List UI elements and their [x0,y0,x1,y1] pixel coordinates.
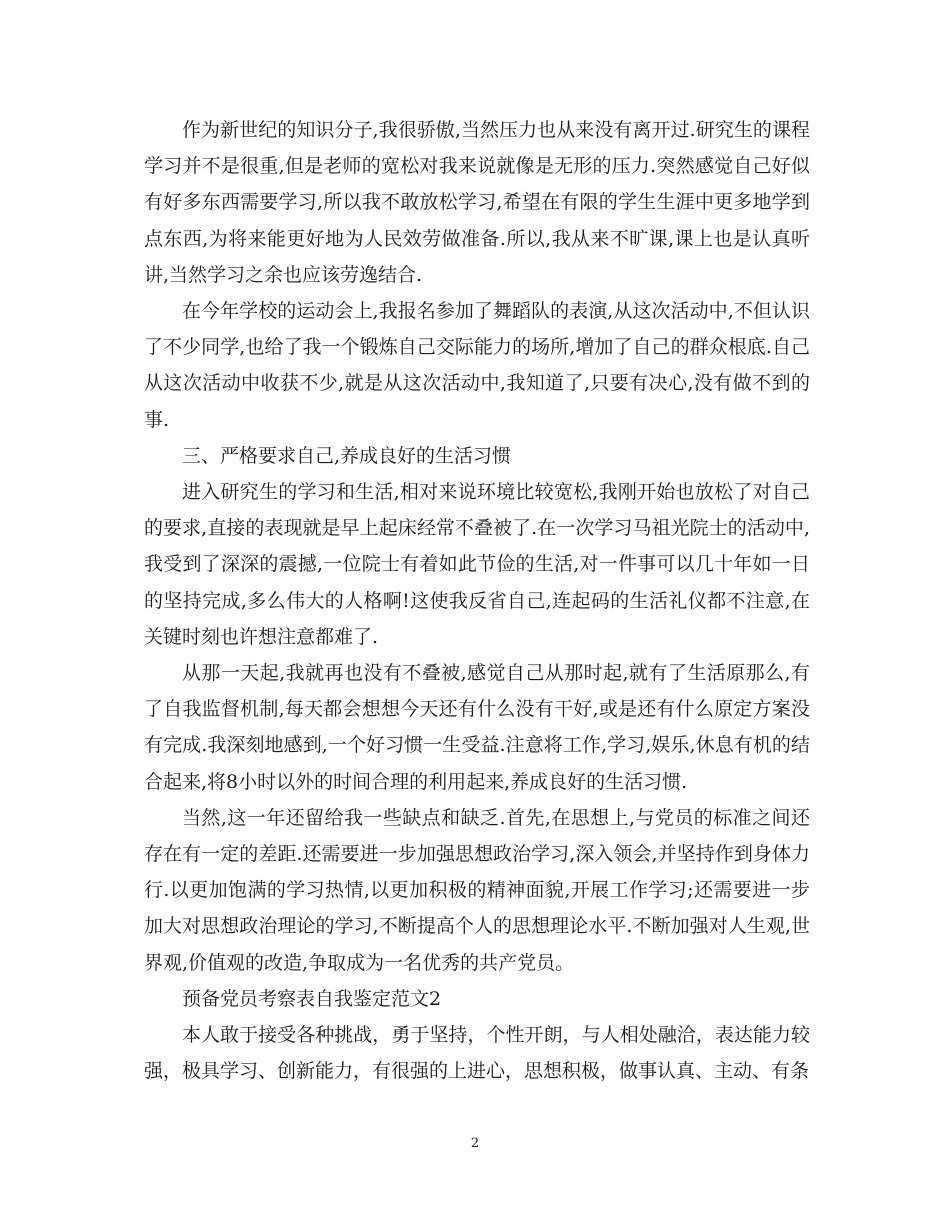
paragraph-research-life: 进入研究生的学习和生活,相对来说环境比较宽松,我刚开始也放松了对自己的要求,直接的表现就是早上起床经常不叠被了.在一次学习马祖光院士的活动中,我受到了深深的震撼,一位院士有着如此节俭的生活,对一件事可以几十年如一日的坚持完成,多么伟大的人格啊!这使我反省自己,连起码的生活礼仪都不注意,在关键时刻也许想注意都难了. [144,481,810,648]
page-number: 2 [470,1136,480,1151]
paragraph-self-intro: 本人敢于接受各种挑战，勇于坚持，个性开朗，与人相处融洽，表达能力较强，极具学习、创新能力，有很强的上进心，思想积极，做事认真、主动、有条 [144,1024,810,1083]
document-body [144,112,810,1089]
paragraph-sports-meet: 在今年学校的运动会上,我报名参加了舞蹈队的表演,从这次活动中,不但认识了不少同学,也给了我一个锻炼自己交际能力的场所,增加了自己的群众根底.自己从这次活动中收获不少,就是从这次活动中,我知道了,只要有决心,没有做不到的事. [144,300,810,431]
paragraph-self-discipline: 从那一天起,我就再也没有不叠被,感觉自己从那时起,就有了生活原那么,有了自我监督机制,每天都会想想今天还有什么没有干好,或是还有什么原定方案没有完成.我深刻地感到,一个好习惯一生受益.注意将工作,学习,娱乐,休息有机的结合起来,将8小时以外的时间合理的利用起来,养成良好的生活习惯. [144,662,810,793]
section-heading-sample-2: 预备党员考察表自我鉴定范文2 [182,987,442,1010]
section-heading-habits: 三、严格要求自己,养成良好的生活习惯 [182,444,512,467]
paragraph-shortcomings: 当然,这一年还留给我一些缺点和缺乏.首先,在思想上,与党员的标准之间还存在有一定的差距.还需要进一步加强思想政治学习,深入领会,并坚持作到身体力行.以更加饱满的学习热情,以更加积极的精神面貌,开展工作学习;还需要进一步加大对思想政治理论的学习,不断提高个人的思想理论水平.不断加强对人生观,世界观,价值观的改造,争取成为一名优秀的共产党员。 [144,806,810,974]
paragraph-study: 作为新世纪的知识分子,我很骄傲,当然压力也从来没有离开过.研究生的课程学习并不是很重,但是老师的宽松对我来说就像是无形的压力.突然感觉自己好似有好多东西需要学习,所以我不敢放松学习,希望在有限的学生生涯中更多地学到点东西,为将来能更好地为人民效劳做准备.所以,我从来不旷课,课上也是认真听讲,当然学习之余也应该劳逸结合. [144,119,810,286]
